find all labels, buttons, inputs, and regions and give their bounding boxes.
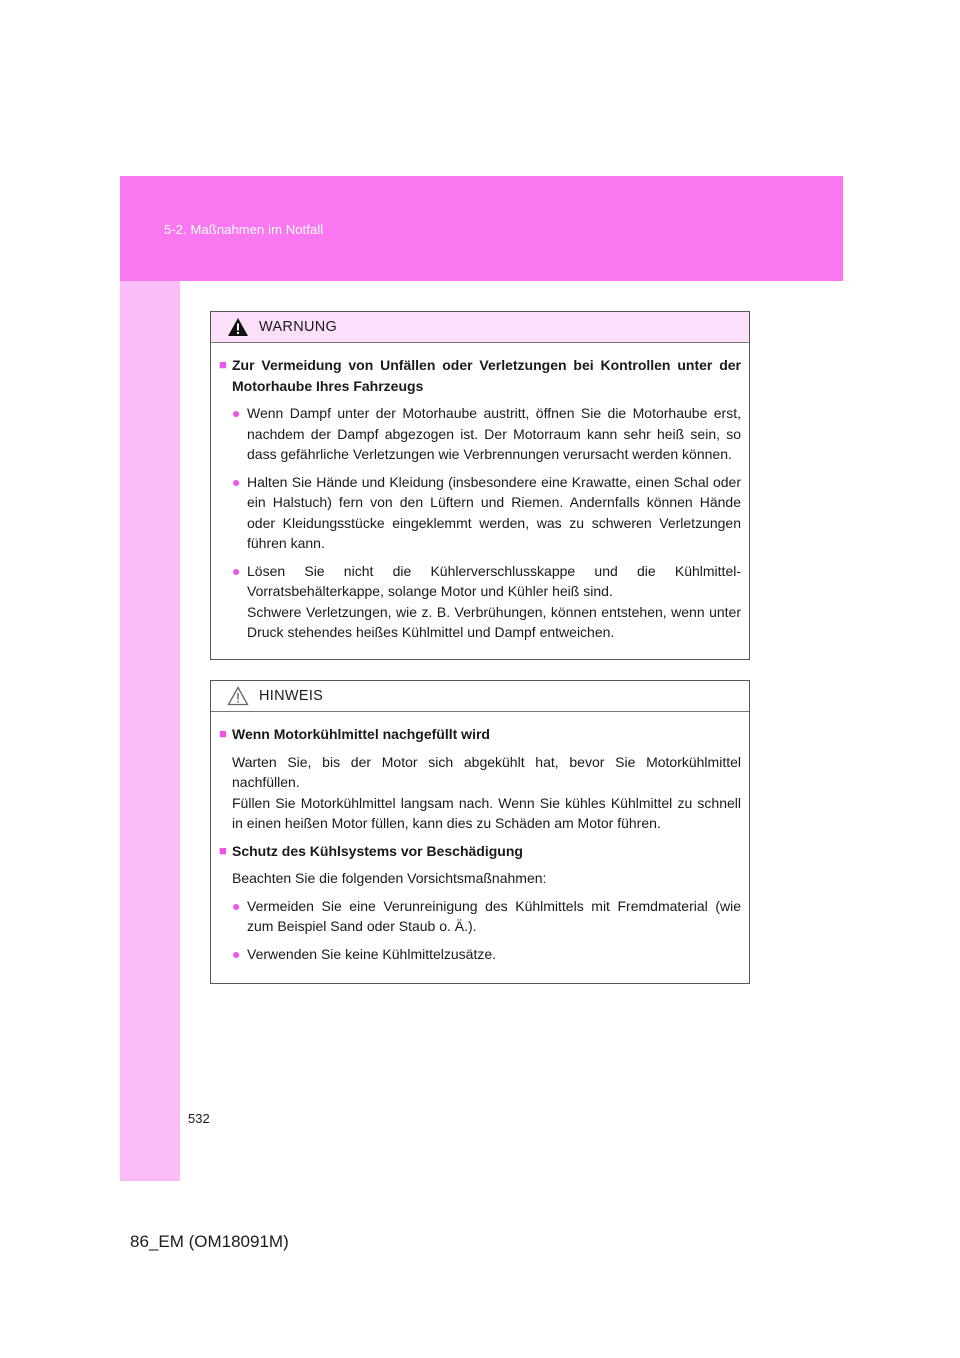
- notice-header: [211, 681, 749, 712]
- list-item-text: Vermeiden Sie eine Verunreinigung des Kühlmittels mit Fremdmaterial (wie zum Beispiel Sand oder Staub o. Ä.).: [247, 897, 741, 934]
- warning-title: WARNUNG: [259, 319, 338, 335]
- notice-title: HINWEIS: [259, 688, 324, 704]
- section-title: 5-2. Maßnahmen im Notfall: [164, 222, 324, 237]
- notice-section2-heading-item: [219, 841, 741, 862]
- list-item: [219, 896, 741, 937]
- list-item-text: Halten Sie Hände und Kleidung (insbesondere eine Krawatte, einen Schal oder ein Halstuch) fern von den Lüftern und Riemen. Andernfalls können Hände oder Kleidungsstücke eingeklemmt werden, was zu schweren Verletzungen führen kann.: [247, 473, 741, 551]
- list-item-main: Lösen Sie nicht die Kühlerverschlusskappe und die Kühlmittel-Vorratsbehälterkappe, solange Motor und Kühler heiß sind.: [247, 562, 741, 599]
- notice-section2-intro: Beachten Sie die folgenden Vorsichtsmaßnahmen:: [232, 870, 547, 886]
- circle-bullet-icon: ●: [232, 562, 241, 579]
- square-bullet-icon: ■: [219, 842, 227, 858]
- warning-heading-item: [219, 355, 741, 396]
- circle-bullet-icon: ●: [232, 945, 241, 962]
- warning-triangle-outline-icon: [227, 686, 249, 706]
- list-item: [219, 944, 741, 965]
- list-item-extra: Schwere Verletzungen, wie z. B. Verbrühungen, können entstehen, wenn unter Druck stehendes heißes Kühlmittel und Dampf entweichen.: [247, 603, 741, 640]
- list-item: [219, 561, 741, 643]
- list-item-text: Verwenden Sie keine Kühlmittelzusätze.: [247, 945, 497, 962]
- warning-triangle-filled-icon: [227, 317, 249, 337]
- list-item-text: [247, 561, 741, 643]
- warning-heading: Zur Vermeidung von Unfällen oder Verletzungen bei Kontrollen unter der Motorhaube Ihres Fahrzeugs: [232, 357, 741, 394]
- notice-section1-heading-item: [219, 724, 741, 745]
- paragraph: Füllen Sie Motorkühlmittel langsam nach. Wenn Sie kühles Kühlmittel zu schnell in einen heißen Motor füllen, kann dies zu Schäden am Motor führen.: [232, 794, 741, 831]
- list-item: [219, 472, 741, 554]
- notice-section1-heading: Wenn Motorkühlmittel nachgefüllt wird: [232, 726, 490, 742]
- warning-header: [211, 312, 749, 343]
- warning-box: [210, 311, 750, 660]
- square-bullet-icon: ■: [219, 726, 227, 741]
- notice-section2-heading: Schutz des Kühlsystems vor Beschädigung: [232, 842, 523, 859]
- paragraph: Warten Sie, bis der Motor sich abgekühlt hat, bevor Sie Motorkühlmittel nachfüllen.: [232, 753, 741, 790]
- list-item: [219, 403, 741, 465]
- side-strip: [120, 281, 180, 1181]
- list-item-text: Wenn Dampf unter der Motorhaube austritt, öffnen Sie die Motorhaube erst, nachdem der Dampf abgezogen ist. Der Motorraum kann sehr heiß sein, so dass gefährliche Verletzungen wie Verbrennungen verursacht werden können.: [247, 405, 741, 462]
- notice-box: [210, 680, 750, 984]
- page-number: 532: [188, 1111, 210, 1126]
- circle-bullet-icon: ●: [232, 897, 241, 914]
- circle-bullet-icon: ●: [232, 473, 241, 490]
- circle-bullet-icon: ●: [232, 405, 241, 421]
- square-bullet-icon: ■: [219, 357, 227, 372]
- notice-section1-body: [219, 752, 741, 834]
- document-code: 86_EM (OM18091M): [130, 1232, 289, 1251]
